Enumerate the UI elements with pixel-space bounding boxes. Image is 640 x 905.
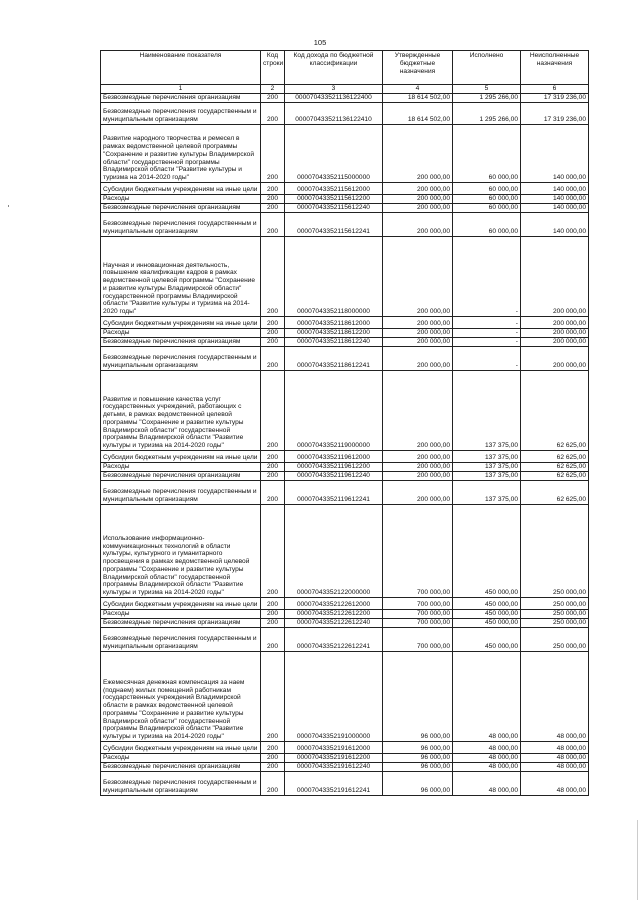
row-name: Безвозмездные перечисления государственным и муниципальным организациям — [101, 481, 261, 505]
table-row — [101, 610, 589, 619]
row-approved: 700 000,00 — [383, 628, 453, 652]
row-line-code: 200 — [261, 103, 285, 125]
row-approved: 96 000,00 — [383, 652, 453, 742]
row-line-code: 200 — [261, 329, 285, 338]
row-income-code: 00007043352119612240 — [285, 472, 383, 481]
row-income-code: 00007043352118612200 — [285, 329, 383, 338]
scan-artifact — [8, 205, 9, 207]
row-approved: 700 000,00 — [383, 610, 453, 619]
table-row — [101, 463, 589, 472]
row-unexecuted: 62 625,00 — [521, 371, 589, 451]
row-approved: 200 000,00 — [383, 338, 453, 347]
row-line-code: 200 — [261, 195, 285, 204]
row-income-code: 00007043352115612240 — [285, 204, 383, 213]
table-row — [101, 628, 589, 652]
header-line-code: Код строки — [261, 51, 285, 85]
row-executed: - — [453, 237, 521, 317]
row-approved: 200 000,00 — [383, 213, 453, 237]
row-approved: 700 000,00 — [383, 598, 453, 610]
row-name: Расходы — [101, 463, 261, 472]
row-line-code: 200 — [261, 472, 285, 481]
row-executed: - — [453, 338, 521, 347]
row-executed: 137 375,00 — [453, 371, 521, 451]
row-unexecuted: 17 319 236,00 — [521, 103, 589, 125]
column-number: 5 — [453, 85, 521, 94]
row-approved: 18 614 502,00 — [383, 103, 453, 125]
header-income-code: Код дохода по бюджетной классификации — [285, 51, 383, 85]
row-income-code: 00007043352119000000 — [285, 371, 383, 451]
row-executed: 48 000,00 — [453, 763, 521, 772]
row-line-code: 200 — [261, 317, 285, 329]
row-unexecuted: 62 625,00 — [521, 472, 589, 481]
row-approved: 200 000,00 — [383, 195, 453, 204]
row-name: Субсидии бюджетным учреждениям на иные цели — [101, 183, 261, 195]
row-name: Расходы — [101, 329, 261, 338]
row-income-code: 00007043352122612241 — [285, 628, 383, 652]
row-income-code: 00007043352115612000 — [285, 183, 383, 195]
row-unexecuted: 48 000,00 — [521, 652, 589, 742]
header-unexecuted: Неисполненные назначения — [521, 51, 589, 85]
row-unexecuted: 200 000,00 — [521, 237, 589, 317]
row-income-code: 00007043352115000000 — [285, 125, 383, 183]
row-approved: 700 000,00 — [383, 505, 453, 598]
row-name: Безвозмездные перечисления государственным и муниципальным организациям — [101, 213, 261, 237]
row-name: Развитие народного творчества и ремесел в рамках ведомственной целевой программы "Сохранение и развитие культуры Владимирской области" государственной программы Владимирской области "Развитие культуры и туризма на 2014-2020 годы" — [101, 125, 261, 183]
row-name: Безвозмездные перечисления государственным и муниципальным организациям — [101, 103, 261, 125]
table-row — [101, 183, 589, 195]
row-approved: 96 000,00 — [383, 763, 453, 772]
row-line-code: 200 — [261, 619, 285, 628]
row-line-code: 200 — [261, 481, 285, 505]
row-name: Безвозмездные перечисления государственным и муниципальным организациям — [101, 628, 261, 652]
row-income-code: 000070433521136122410 — [285, 103, 383, 125]
table-row — [101, 213, 589, 237]
scan-artifact — [637, 820, 638, 900]
row-unexecuted: 200 000,00 — [521, 329, 589, 338]
row-line-code: 200 — [261, 213, 285, 237]
row-name: Субсидии бюджетным учреждениям на иные цели — [101, 317, 261, 329]
row-line-code: 200 — [261, 183, 285, 195]
table-row — [101, 237, 589, 317]
row-executed: 450 000,00 — [453, 505, 521, 598]
row-name: Безвозмездные перечисления организациям — [101, 94, 261, 103]
table-body — [101, 94, 589, 796]
row-line-code: 200 — [261, 237, 285, 317]
row-approved: 200 000,00 — [383, 329, 453, 338]
row-approved: 96 000,00 — [383, 772, 453, 796]
table-row — [101, 481, 589, 505]
table-row — [101, 94, 589, 103]
row-approved: 700 000,00 — [383, 619, 453, 628]
row-executed: 60 000,00 — [453, 195, 521, 204]
row-line-code: 200 — [261, 598, 285, 610]
row-unexecuted: 48 000,00 — [521, 772, 589, 796]
row-line-code: 200 — [261, 371, 285, 451]
table-row — [101, 598, 589, 610]
table-row — [101, 772, 589, 796]
row-line-code: 200 — [261, 772, 285, 796]
row-approved: 200 000,00 — [383, 183, 453, 195]
row-executed: 1 295 266,00 — [453, 94, 521, 103]
row-income-code: 00007043352122612200 — [285, 610, 383, 619]
row-name: Безвозмездные перечисления организациям — [101, 338, 261, 347]
row-line-code: 200 — [261, 742, 285, 754]
row-approved: 200 000,00 — [383, 237, 453, 317]
row-income-code: 00007043352122612000 — [285, 598, 383, 610]
row-line-code: 200 — [261, 610, 285, 619]
row-name: Субсидии бюджетным учреждениям на иные цели — [101, 598, 261, 610]
row-income-code: 00007043352191612241 — [285, 772, 383, 796]
row-executed: 137 375,00 — [453, 472, 521, 481]
row-name: Субсидии бюджетным учреждениям на иные цели — [101, 451, 261, 463]
row-name: Безвозмездные перечисления организациям — [101, 619, 261, 628]
row-line-code: 200 — [261, 652, 285, 742]
row-executed: - — [453, 347, 521, 371]
row-executed: - — [453, 329, 521, 338]
column-number: 3 — [285, 85, 383, 94]
row-approved: 200 000,00 — [383, 481, 453, 505]
row-unexecuted: 140 000,00 — [521, 125, 589, 183]
table-row — [101, 472, 589, 481]
row-executed: 450 000,00 — [453, 619, 521, 628]
row-income-code: 00007043352122612240 — [285, 619, 383, 628]
row-name: Использование информационно-коммуникационных технологий в области культуры, культурного и гуманитарного просвещения в рамках ведомственной целевой программы "Сохранение и развитие культуры Владимирской области" государственной программы Владимирской области "Развитие культуры и туризма на 2014-2020 годы" — [101, 505, 261, 598]
row-name: Развитие и повышение качества услуг государственных учреждений, работающих с детьми, в рамках ведомственной целевой программы "Сохранение и развитие культуры Владимирской области" государственной программы Владимирской области "Развитие культуры и туризма на 2014-2020 годы" — [101, 371, 261, 451]
row-approved: 200 000,00 — [383, 347, 453, 371]
row-unexecuted: 48 000,00 — [521, 754, 589, 763]
row-approved: 200 000,00 — [383, 463, 453, 472]
table-row — [101, 505, 589, 598]
row-approved: 200 000,00 — [383, 125, 453, 183]
row-income-code: 00007043352118000000 — [285, 237, 383, 317]
table-row — [101, 763, 589, 772]
row-line-code: 200 — [261, 463, 285, 472]
row-line-code: 200 — [261, 125, 285, 183]
row-executed: 137 375,00 — [453, 463, 521, 472]
row-line-code: 200 — [261, 204, 285, 213]
row-executed: 48 000,00 — [453, 742, 521, 754]
row-executed: 450 000,00 — [453, 628, 521, 652]
table-row — [101, 125, 589, 183]
row-income-code: 00007043352119612000 — [285, 451, 383, 463]
row-approved: 96 000,00 — [383, 742, 453, 754]
budget-execution-table — [100, 50, 589, 796]
row-executed: 137 375,00 — [453, 481, 521, 505]
row-name: Расходы — [101, 610, 261, 619]
table-row — [101, 652, 589, 742]
row-approved: 200 000,00 — [383, 204, 453, 213]
row-executed: 48 000,00 — [453, 652, 521, 742]
row-executed: - — [453, 317, 521, 329]
row-name: Расходы — [101, 195, 261, 204]
row-approved: 200 000,00 — [383, 317, 453, 329]
table-row — [101, 317, 589, 329]
column-number: 4 — [383, 85, 453, 94]
row-executed: 60 000,00 — [453, 204, 521, 213]
row-income-code: 00007043352191612240 — [285, 763, 383, 772]
row-unexecuted: 48 000,00 — [521, 763, 589, 772]
table-row — [101, 347, 589, 371]
column-number-row — [101, 85, 589, 94]
row-executed: 450 000,00 — [453, 610, 521, 619]
row-approved: 18 614 502,00 — [383, 94, 453, 103]
row-income-code: 00007043352191000000 — [285, 652, 383, 742]
row-name: Ежемесячная денежная компенсация за наем (поднаем) жилых помещений работникам государственных учреждений Владимирской области в рамках ведомственной целевой программы "Сохранение и развитие культуры Владимирской области" государственной программы Владимирской области "Развитие культуры и туризма на 2014-2020 годы" — [101, 652, 261, 742]
table-row — [101, 103, 589, 125]
row-unexecuted: 250 000,00 — [521, 505, 589, 598]
column-number: 6 — [521, 85, 589, 94]
header-approved: Утвержденные бюджетные назначения — [383, 51, 453, 85]
row-unexecuted: 17 319 236,00 — [521, 94, 589, 103]
row-income-code: 00007043352119612241 — [285, 481, 383, 505]
row-name: Расходы — [101, 754, 261, 763]
row-unexecuted: 200 000,00 — [521, 317, 589, 329]
row-unexecuted: 250 000,00 — [521, 628, 589, 652]
row-unexecuted: 62 625,00 — [521, 451, 589, 463]
row-executed: 60 000,00 — [453, 213, 521, 237]
table-row — [101, 619, 589, 628]
row-name: Субсидии бюджетным учреждениям на иные цели — [101, 742, 261, 754]
row-executed: 450 000,00 — [453, 598, 521, 610]
row-executed: 60 000,00 — [453, 183, 521, 195]
table-row — [101, 451, 589, 463]
table-row — [101, 329, 589, 338]
row-name: Научная и инновационная деятельность, повышение квалификации кадров в рамках ведомственной целевой программы "Сохранение и развитие культуры Владимирской области" государственной программы Владимирской области "Развитие культуры и туризма на 2014-2020 годы" — [101, 237, 261, 317]
row-name: Безвозмездные перечисления государственным и муниципальным организациям — [101, 772, 261, 796]
row-line-code: 200 — [261, 505, 285, 598]
row-unexecuted: 200 000,00 — [521, 347, 589, 371]
row-name: Безвозмездные перечисления организациям — [101, 204, 261, 213]
row-line-code: 200 — [261, 347, 285, 371]
row-approved: 200 000,00 — [383, 451, 453, 463]
table-row — [101, 204, 589, 213]
row-unexecuted: 48 000,00 — [521, 742, 589, 754]
header-name: Наименование показателя — [101, 51, 261, 85]
row-name: Безвозмездные перечисления организациям — [101, 472, 261, 481]
row-income-code: 00007043352115612241 — [285, 213, 383, 237]
header-executed: Исполнено — [453, 51, 521, 85]
row-line-code: 200 — [261, 763, 285, 772]
row-unexecuted: 140 000,00 — [521, 195, 589, 204]
table-row — [101, 754, 589, 763]
row-income-code: 00007043352119612200 — [285, 463, 383, 472]
row-unexecuted: 62 625,00 — [521, 463, 589, 472]
row-income-code: 00007043352191612200 — [285, 754, 383, 763]
row-approved: 200 000,00 — [383, 472, 453, 481]
table-row — [101, 338, 589, 347]
row-unexecuted: 250 000,00 — [521, 598, 589, 610]
row-line-code: 200 — [261, 754, 285, 763]
row-executed: 48 000,00 — [453, 754, 521, 763]
table-row — [101, 742, 589, 754]
table-row — [101, 371, 589, 451]
row-income-code: 00007043352115612200 — [285, 195, 383, 204]
column-number: 1 — [101, 85, 261, 94]
column-number: 2 — [261, 85, 285, 94]
row-unexecuted: 140 000,00 — [521, 183, 589, 195]
row-executed: 137 375,00 — [453, 451, 521, 463]
row-income-code: 000070433521136122400 — [285, 94, 383, 103]
row-executed: 48 000,00 — [453, 772, 521, 796]
row-income-code: 00007043352118612000 — [285, 317, 383, 329]
row-line-code: 200 — [261, 94, 285, 103]
table-row — [101, 195, 589, 204]
row-approved: 200 000,00 — [383, 371, 453, 451]
row-income-code: 00007043352118612241 — [285, 347, 383, 371]
row-executed: 1 295 266,00 — [453, 103, 521, 125]
row-income-code: 00007043352118612240 — [285, 338, 383, 347]
row-line-code: 200 — [261, 338, 285, 347]
row-line-code: 200 — [261, 451, 285, 463]
row-name: Безвозмездные перечисления государственным и муниципальным организациям — [101, 347, 261, 371]
row-unexecuted: 140 000,00 — [521, 204, 589, 213]
row-name: Безвозмездные перечисления организациям — [101, 763, 261, 772]
row-unexecuted: 140 000,00 — [521, 213, 589, 237]
row-unexecuted: 62 625,00 — [521, 481, 589, 505]
row-income-code: 00007043352122000000 — [285, 505, 383, 598]
row-income-code: 00007043352191612000 — [285, 742, 383, 754]
row-executed: 60 000,00 — [453, 125, 521, 183]
row-unexecuted: 250 000,00 — [521, 619, 589, 628]
row-unexecuted: 200 000,00 — [521, 338, 589, 347]
page-number: 105 — [313, 38, 327, 47]
row-approved: 96 000,00 — [383, 754, 453, 763]
row-unexecuted: 250 000,00 — [521, 610, 589, 619]
row-line-code: 200 — [261, 628, 285, 652]
